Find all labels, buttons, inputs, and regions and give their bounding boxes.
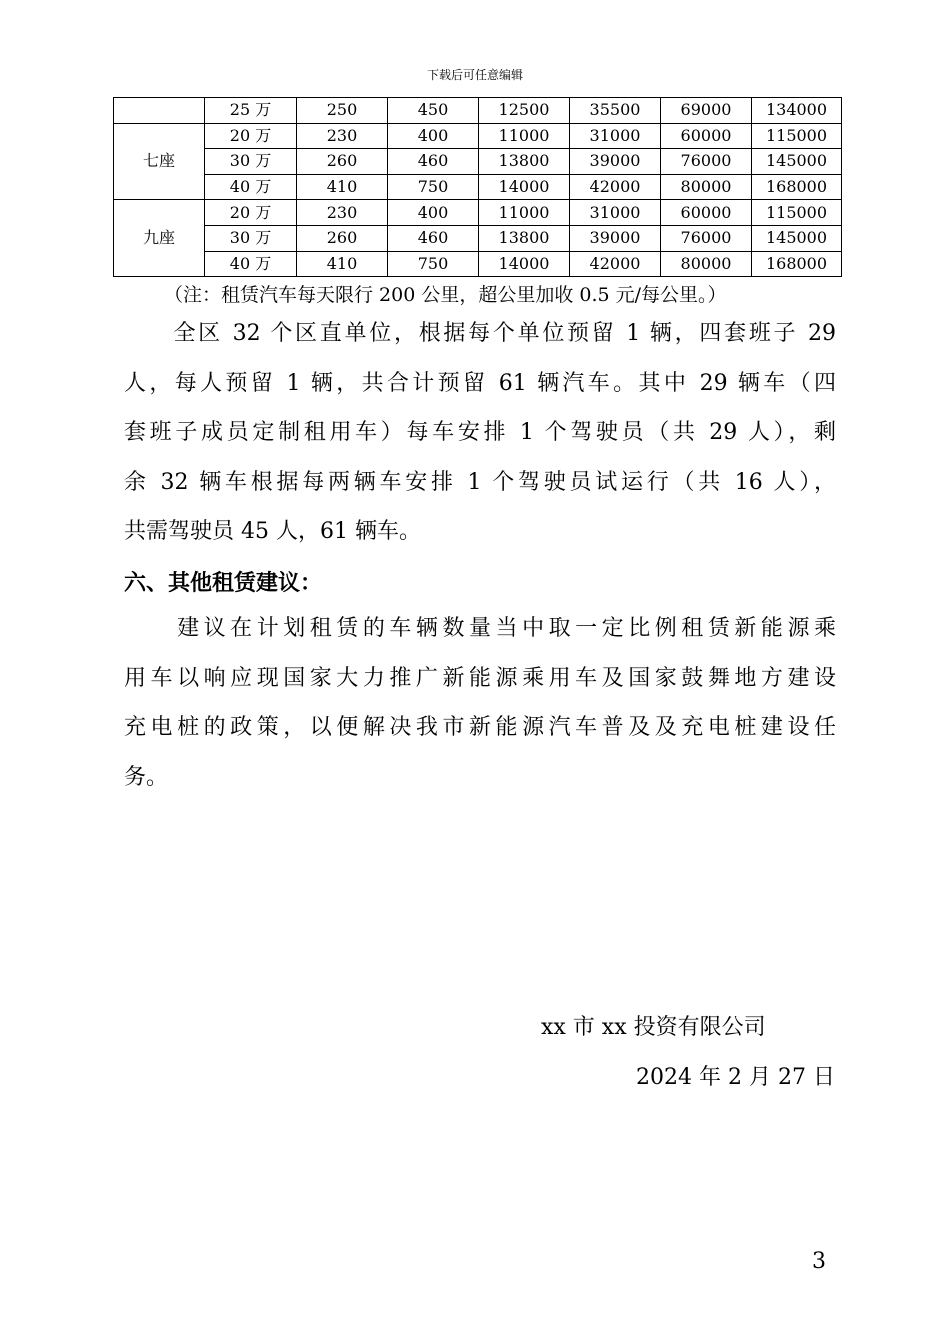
table-row (114, 149, 842, 175)
rate-cell: 39000 (570, 225, 661, 251)
rate-cell: 14000 (479, 251, 570, 277)
paragraph-line: 人，每人预留 1 辆，共合计预留 61 辆汽车。其中 29 辆车（四 (124, 370, 836, 396)
rate-cell: 115000 (752, 200, 842, 226)
price-tier-cell: 20 万 (205, 200, 297, 226)
price-tier-cell: 40 万 (205, 174, 297, 200)
paragraph-line: 全区 32 个区直单位，根据每个单位预留 1 辆，四套班子 29 (124, 321, 836, 346)
price-tier-cell: 40 万 (205, 251, 297, 277)
signature-company: xx 市 xx 投资有限公司 (541, 1015, 766, 1040)
paragraph-line: 用车以响应现国家大力推广新能源乘用车及国家鼓舞地方建设 (124, 665, 836, 691)
rate-cell: 750 (388, 174, 479, 200)
paragraph-line: 建议在计划租赁的车辆数量当中取一定比例租赁新能源乘 (124, 616, 836, 641)
rate-cell: 80000 (661, 174, 752, 200)
table-row (114, 98, 842, 124)
rate-cell: 69000 (661, 98, 752, 124)
paragraph-driver-plan (124, 309, 836, 557)
paragraph-line: 套班子成员定制租用车）每车安排 1 个驾驶员（共 29 人），剩 (124, 420, 836, 445)
seat-type-cell: 九座 (114, 200, 205, 277)
rate-cell: 260 (297, 149, 388, 175)
rate-cell: 42000 (570, 251, 661, 277)
section-heading: 六、其他租赁建议： (124, 571, 323, 596)
table-row (114, 200, 842, 226)
rate-cell: 31000 (570, 200, 661, 226)
rate-cell: 134000 (752, 98, 842, 124)
rate-cell: 31000 (570, 123, 661, 149)
seat-type-cell (114, 98, 205, 124)
rental-rate-table (113, 97, 842, 277)
rate-cell: 11000 (479, 123, 570, 149)
rate-cell: 230 (297, 123, 388, 149)
rate-cell: 60000 (661, 123, 752, 149)
rate-cell: 400 (388, 123, 479, 149)
table-note: （注：租赁汽车每天限行 200 公里，超公里加收 0.5 元/每公里。） (164, 284, 727, 306)
rate-cell: 39000 (570, 149, 661, 175)
rate-cell: 410 (297, 174, 388, 200)
price-tier-cell: 30 万 (205, 149, 297, 175)
paragraph-line: 共需驾驶员 45 人，61 辆车。 (124, 519, 421, 544)
rate-cell: 13800 (479, 149, 570, 175)
header-note: 下载后可任意编辑 (426, 68, 523, 82)
table-row (114, 174, 842, 200)
rate-cell: 80000 (661, 251, 752, 277)
rate-cell: 76000 (661, 225, 752, 251)
rate-cell: 460 (388, 149, 479, 175)
rate-cell: 12500 (479, 98, 570, 124)
rate-cell: 260 (297, 225, 388, 251)
table-row (114, 251, 842, 277)
paragraph-line: 充电桩的政策，以便解决我市新能源汽车普及及充电桩建设任 (124, 715, 836, 740)
rate-cell: 60000 (661, 200, 752, 226)
paragraph-line: 余 32 辆车根据每两辆车安排 1 个驾驶员试运行（共 16 人）， (124, 469, 836, 495)
rate-cell: 168000 (752, 174, 842, 200)
rate-cell: 168000 (752, 251, 842, 277)
rate-cell: 14000 (479, 174, 570, 200)
paragraph-suggestion (124, 604, 836, 802)
rate-cell: 460 (388, 225, 479, 251)
signature-date: 2024 年 2 月 27 日 (636, 1065, 835, 1090)
rate-cell: 750 (388, 251, 479, 277)
rate-cell: 410 (297, 251, 388, 277)
rate-cell: 11000 (479, 200, 570, 226)
rate-cell: 13800 (479, 225, 570, 251)
seat-type-cell: 七座 (114, 123, 205, 200)
paragraph-line: 务。 (124, 764, 169, 790)
rate-cell: 400 (388, 200, 479, 226)
rate-cell: 145000 (752, 149, 842, 175)
price-tier-cell: 20 万 (205, 123, 297, 149)
table-row (114, 123, 842, 149)
rate-cell: 35500 (570, 98, 661, 124)
price-tier-cell: 25 万 (205, 98, 297, 124)
price-tier-cell: 30 万 (205, 225, 297, 251)
rate-cell: 115000 (752, 123, 842, 149)
rate-cell: 42000 (570, 174, 661, 200)
rate-cell: 145000 (752, 225, 842, 251)
rate-cell: 230 (297, 200, 388, 226)
page-number: 3 (812, 1249, 826, 1274)
rate-cell: 250 (297, 98, 388, 124)
rate-cell: 76000 (661, 149, 752, 175)
table-row (114, 225, 842, 251)
rate-cell: 450 (388, 98, 479, 124)
